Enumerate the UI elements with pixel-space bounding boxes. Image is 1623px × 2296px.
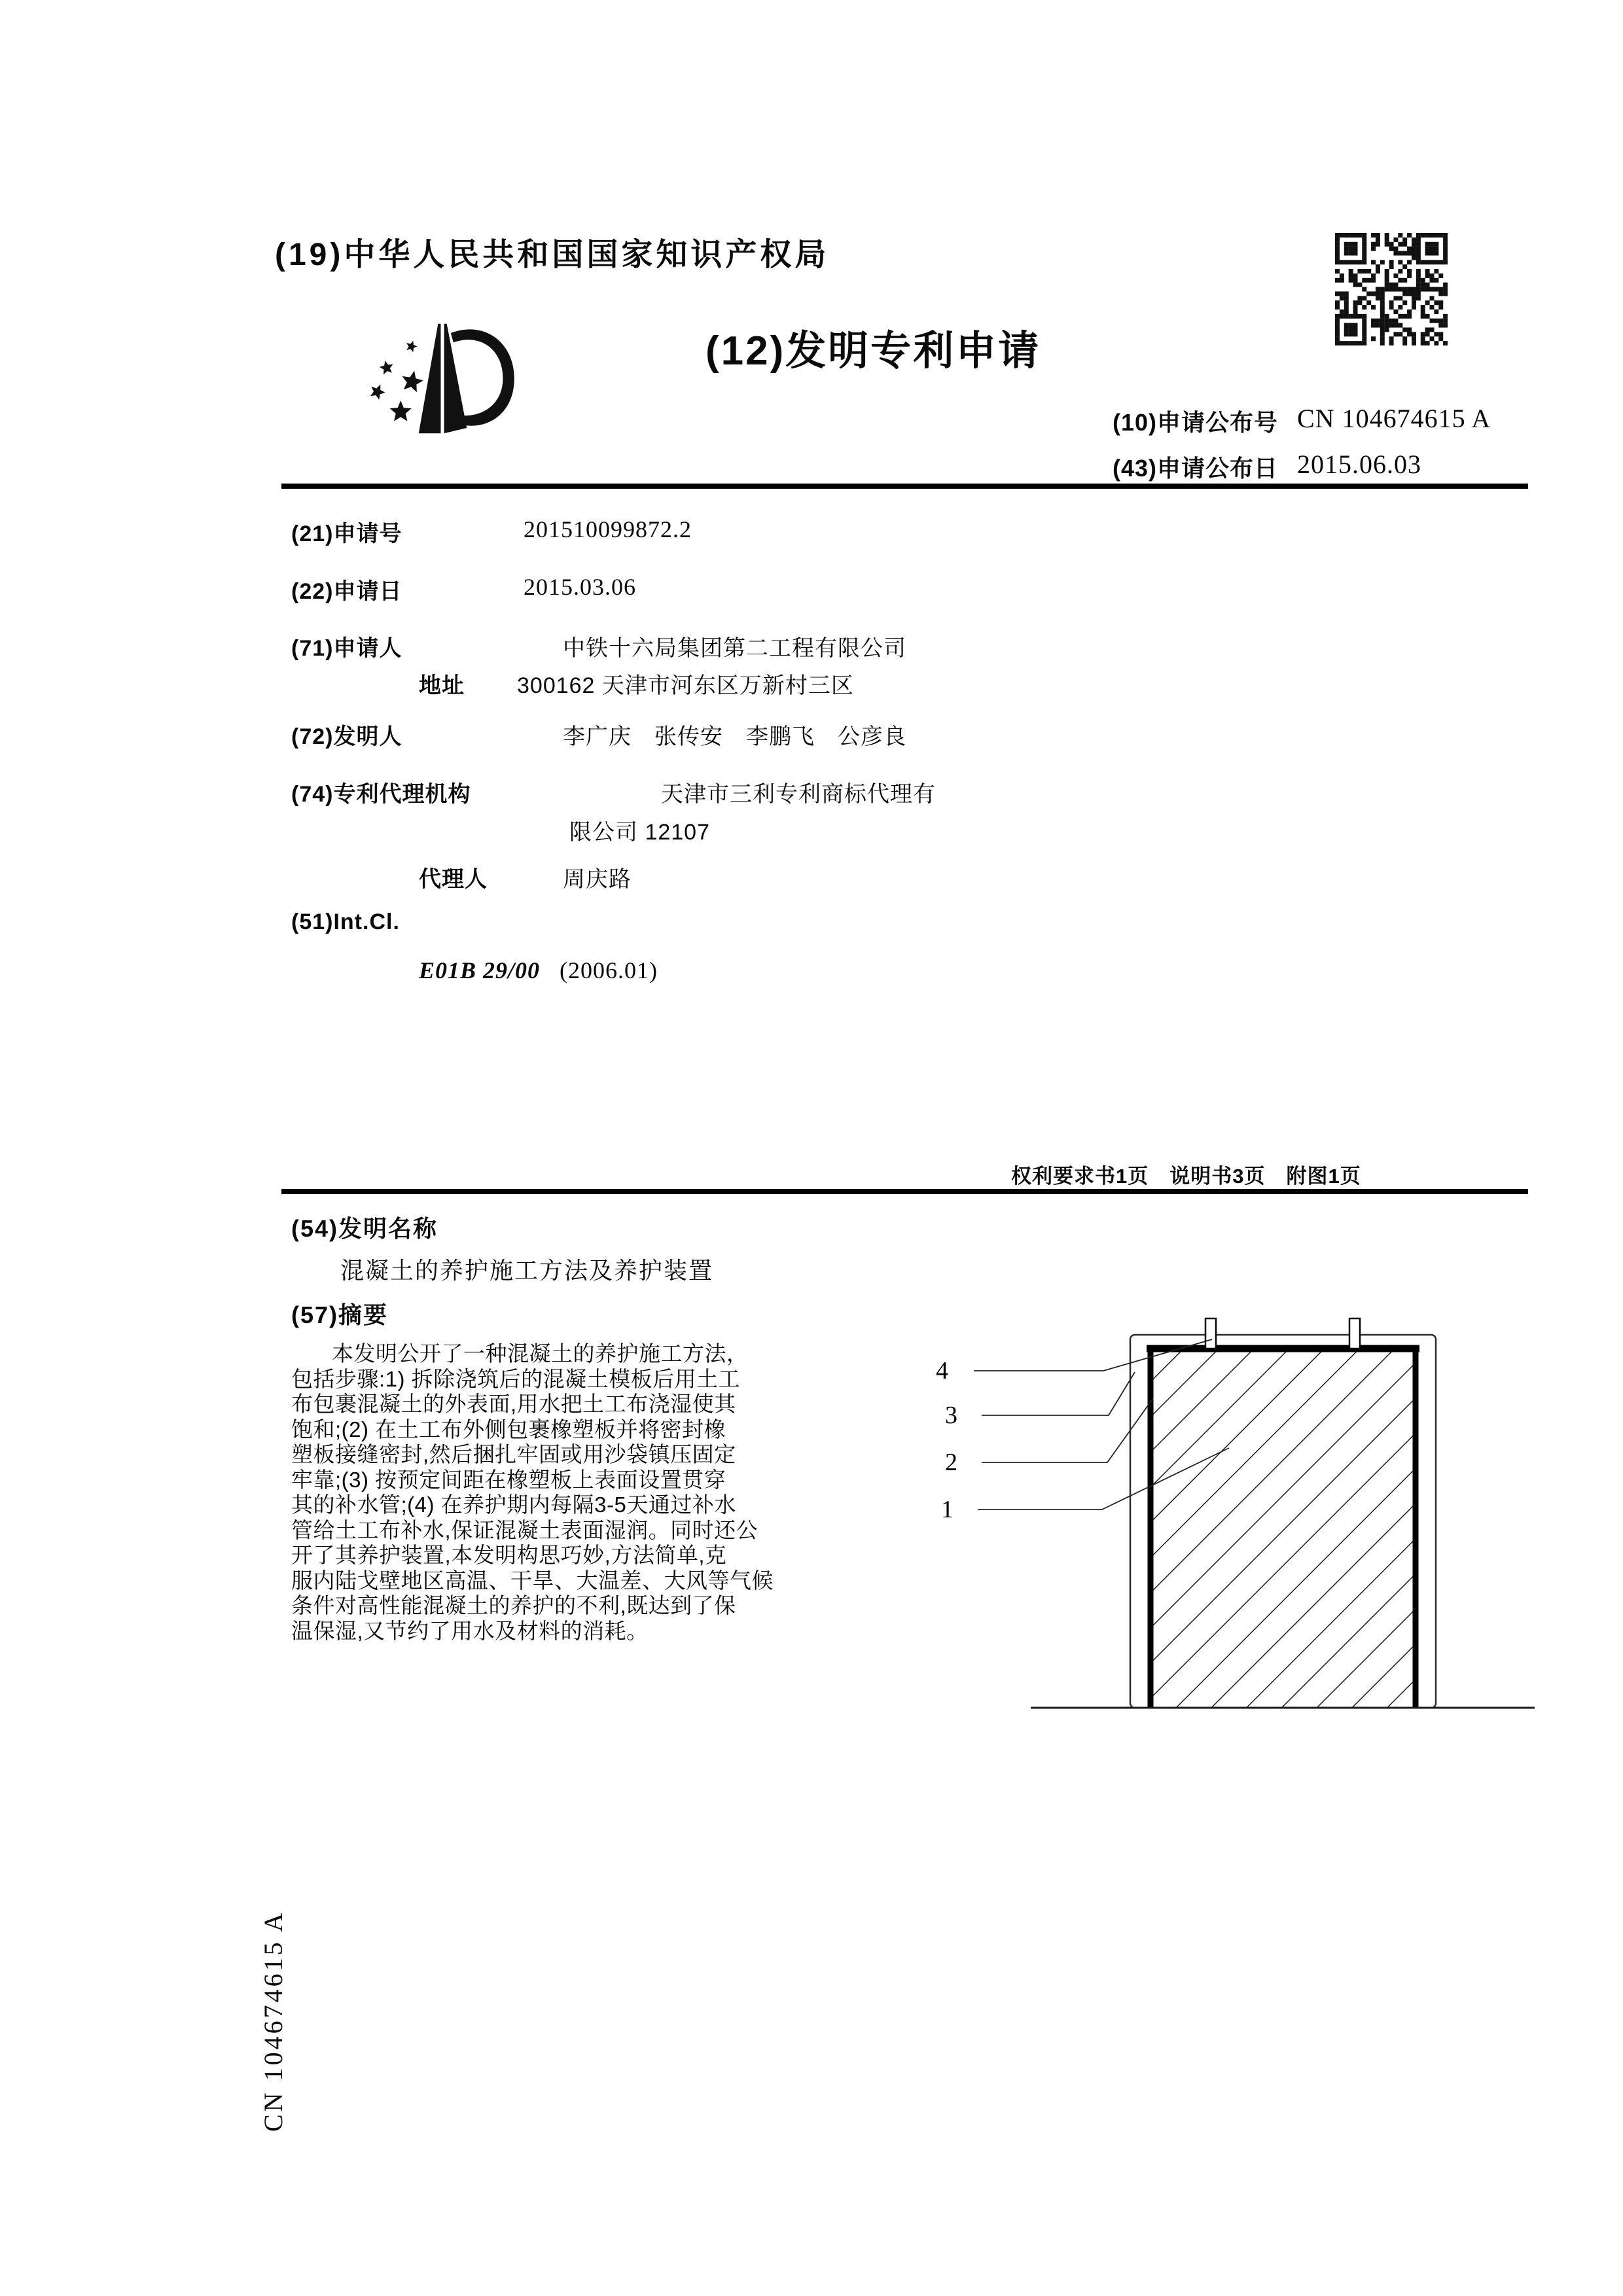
field-51-classification [291, 957, 978, 987]
field-71-address [291, 667, 978, 698]
logo-obelisk-left [419, 324, 441, 433]
pub-number-row [1113, 404, 1584, 438]
field-74-agency-cont [291, 814, 978, 844]
pub-date-label: (43)申请公布日 [1113, 455, 1279, 482]
header-divider [281, 484, 1528, 489]
sipo-logo-icon [361, 315, 522, 443]
side-publication-code: CN 104674615 A [259, 1910, 288, 2132]
field-51-intcl [291, 910, 978, 940]
abstract-line: 条件对高性能混凝土的养护的不利,既达到了保 [291, 1593, 736, 1617]
field-72-value: 李广庆 张传安 李鹏飞 公彦良 [563, 724, 906, 749]
abstract-line: 饱和;(2) 在土工布外侧包裹橡塑板并将密封橡 [291, 1417, 726, 1441]
field-74-value-cont: 限公司 12107 [569, 820, 710, 845]
section-54-label: (54)发明名称 [291, 1215, 438, 1242]
field-74-label: (74)专利代理机构 [291, 782, 471, 807]
field-72-label: (72)发明人 [291, 724, 402, 749]
abstract-line: 布包裹混凝土的外表面,用水把土工布浇湿使其 [291, 1392, 736, 1416]
logo-stars [370, 341, 423, 421]
field-74-value: 天津市三利专利商标代理有 [661, 782, 936, 807]
figure-label-3: 3 [945, 1402, 957, 1429]
field-21-application-number [291, 516, 978, 546]
field-74-agent-label: 代理人 [419, 867, 488, 892]
abstract-line: 服内陆戈壁地区高温、干旱、大温差、大风等气候 [291, 1568, 774, 1593]
field-74-agent [291, 861, 978, 891]
field-51-class-version: (2006.01) [560, 957, 658, 983]
field-22-label: (22)申请日 [291, 579, 402, 604]
abstract-line: 其的补水管;(4) 在养护期内每隔3-5天通过补水 [291, 1492, 736, 1517]
water-pipe-icon [1349, 1318, 1360, 1349]
abstract-line: 包括步骤:1) 拆除浇筑后的混凝土模板后用土工 [291, 1366, 741, 1391]
field-71-address-label: 地址 [419, 673, 465, 698]
pub-number-value: CN 104674615 A [1297, 404, 1491, 433]
abstract-line: 本发明公开了一种混凝土的养护施工方法， [332, 1341, 749, 1366]
field-74-agent-value: 周庆路 [563, 867, 632, 892]
abstract-line: 温保湿,又节约了用水及材料的消耗。 [291, 1618, 649, 1643]
doc-type-title: (12)发明专利申请 [705, 328, 1041, 374]
field-21-label: (21)申请号 [291, 521, 402, 546]
concrete-hatched-body [1150, 1349, 1416, 1708]
field-71-address-value: 300162 天津市河东区万新村三区 [517, 673, 854, 698]
abstract-line: 开了其养护装置,本发明构思巧妙,方法简单,克 [291, 1543, 727, 1567]
pub-number-label: (10)申请公布号 [1113, 409, 1279, 436]
figure-label-4: 4 [936, 1357, 948, 1385]
abstract-text [291, 1341, 923, 1644]
field-71-label: (71)申请人 [291, 636, 402, 661]
water-pipe-icon [1205, 1318, 1216, 1349]
field-72-inventors [291, 718, 978, 749]
office-name: (19)中华人民共和国国家知识产权局 [275, 238, 830, 272]
pub-date-row [1113, 450, 1584, 484]
abstract-divider [281, 1189, 1528, 1194]
field-51-class-code: E01B 29/00 [419, 957, 541, 983]
abstract-line: 管给土工布补水,保证混凝土表面湿润。同时还公 [291, 1517, 758, 1542]
pages-info: 权利要求书1页 说明书3页 附图1页 [1011, 1165, 1361, 1188]
figure-label-2: 2 [945, 1449, 957, 1476]
abstract-line: 塑板接缝密封,然后捆扎牢固或用沙袋镇压固定 [291, 1442, 736, 1466]
leader-line-2 [982, 1398, 1153, 1462]
field-22-filing-date [291, 573, 978, 603]
field-22-value: 2015.03.06 [524, 574, 636, 600]
section-57-label: (57)摘要 [291, 1301, 389, 1328]
field-71-applicant [291, 630, 978, 660]
field-21-value: 201510099872.2 [524, 516, 692, 542]
qr-code [1335, 233, 1448, 345]
field-51-label: (51)Int.Cl. [291, 910, 400, 934]
leader-line-3 [982, 1372, 1135, 1415]
figure-label-1: 1 [941, 1496, 954, 1523]
patent-figure [916, 1299, 1603, 1731]
field-74-agency [291, 776, 978, 806]
abstract-line: 牢靠;(3) 按预定间距在橡塑板上表面设置贯穿 [291, 1467, 726, 1492]
field-71-value: 中铁十六局集团第二工程有限公司 [563, 636, 906, 661]
pub-date-value: 2015.06.03 [1297, 450, 1421, 479]
invention-title: 混凝土的养护施工方法及养护装置 [340, 1257, 714, 1284]
